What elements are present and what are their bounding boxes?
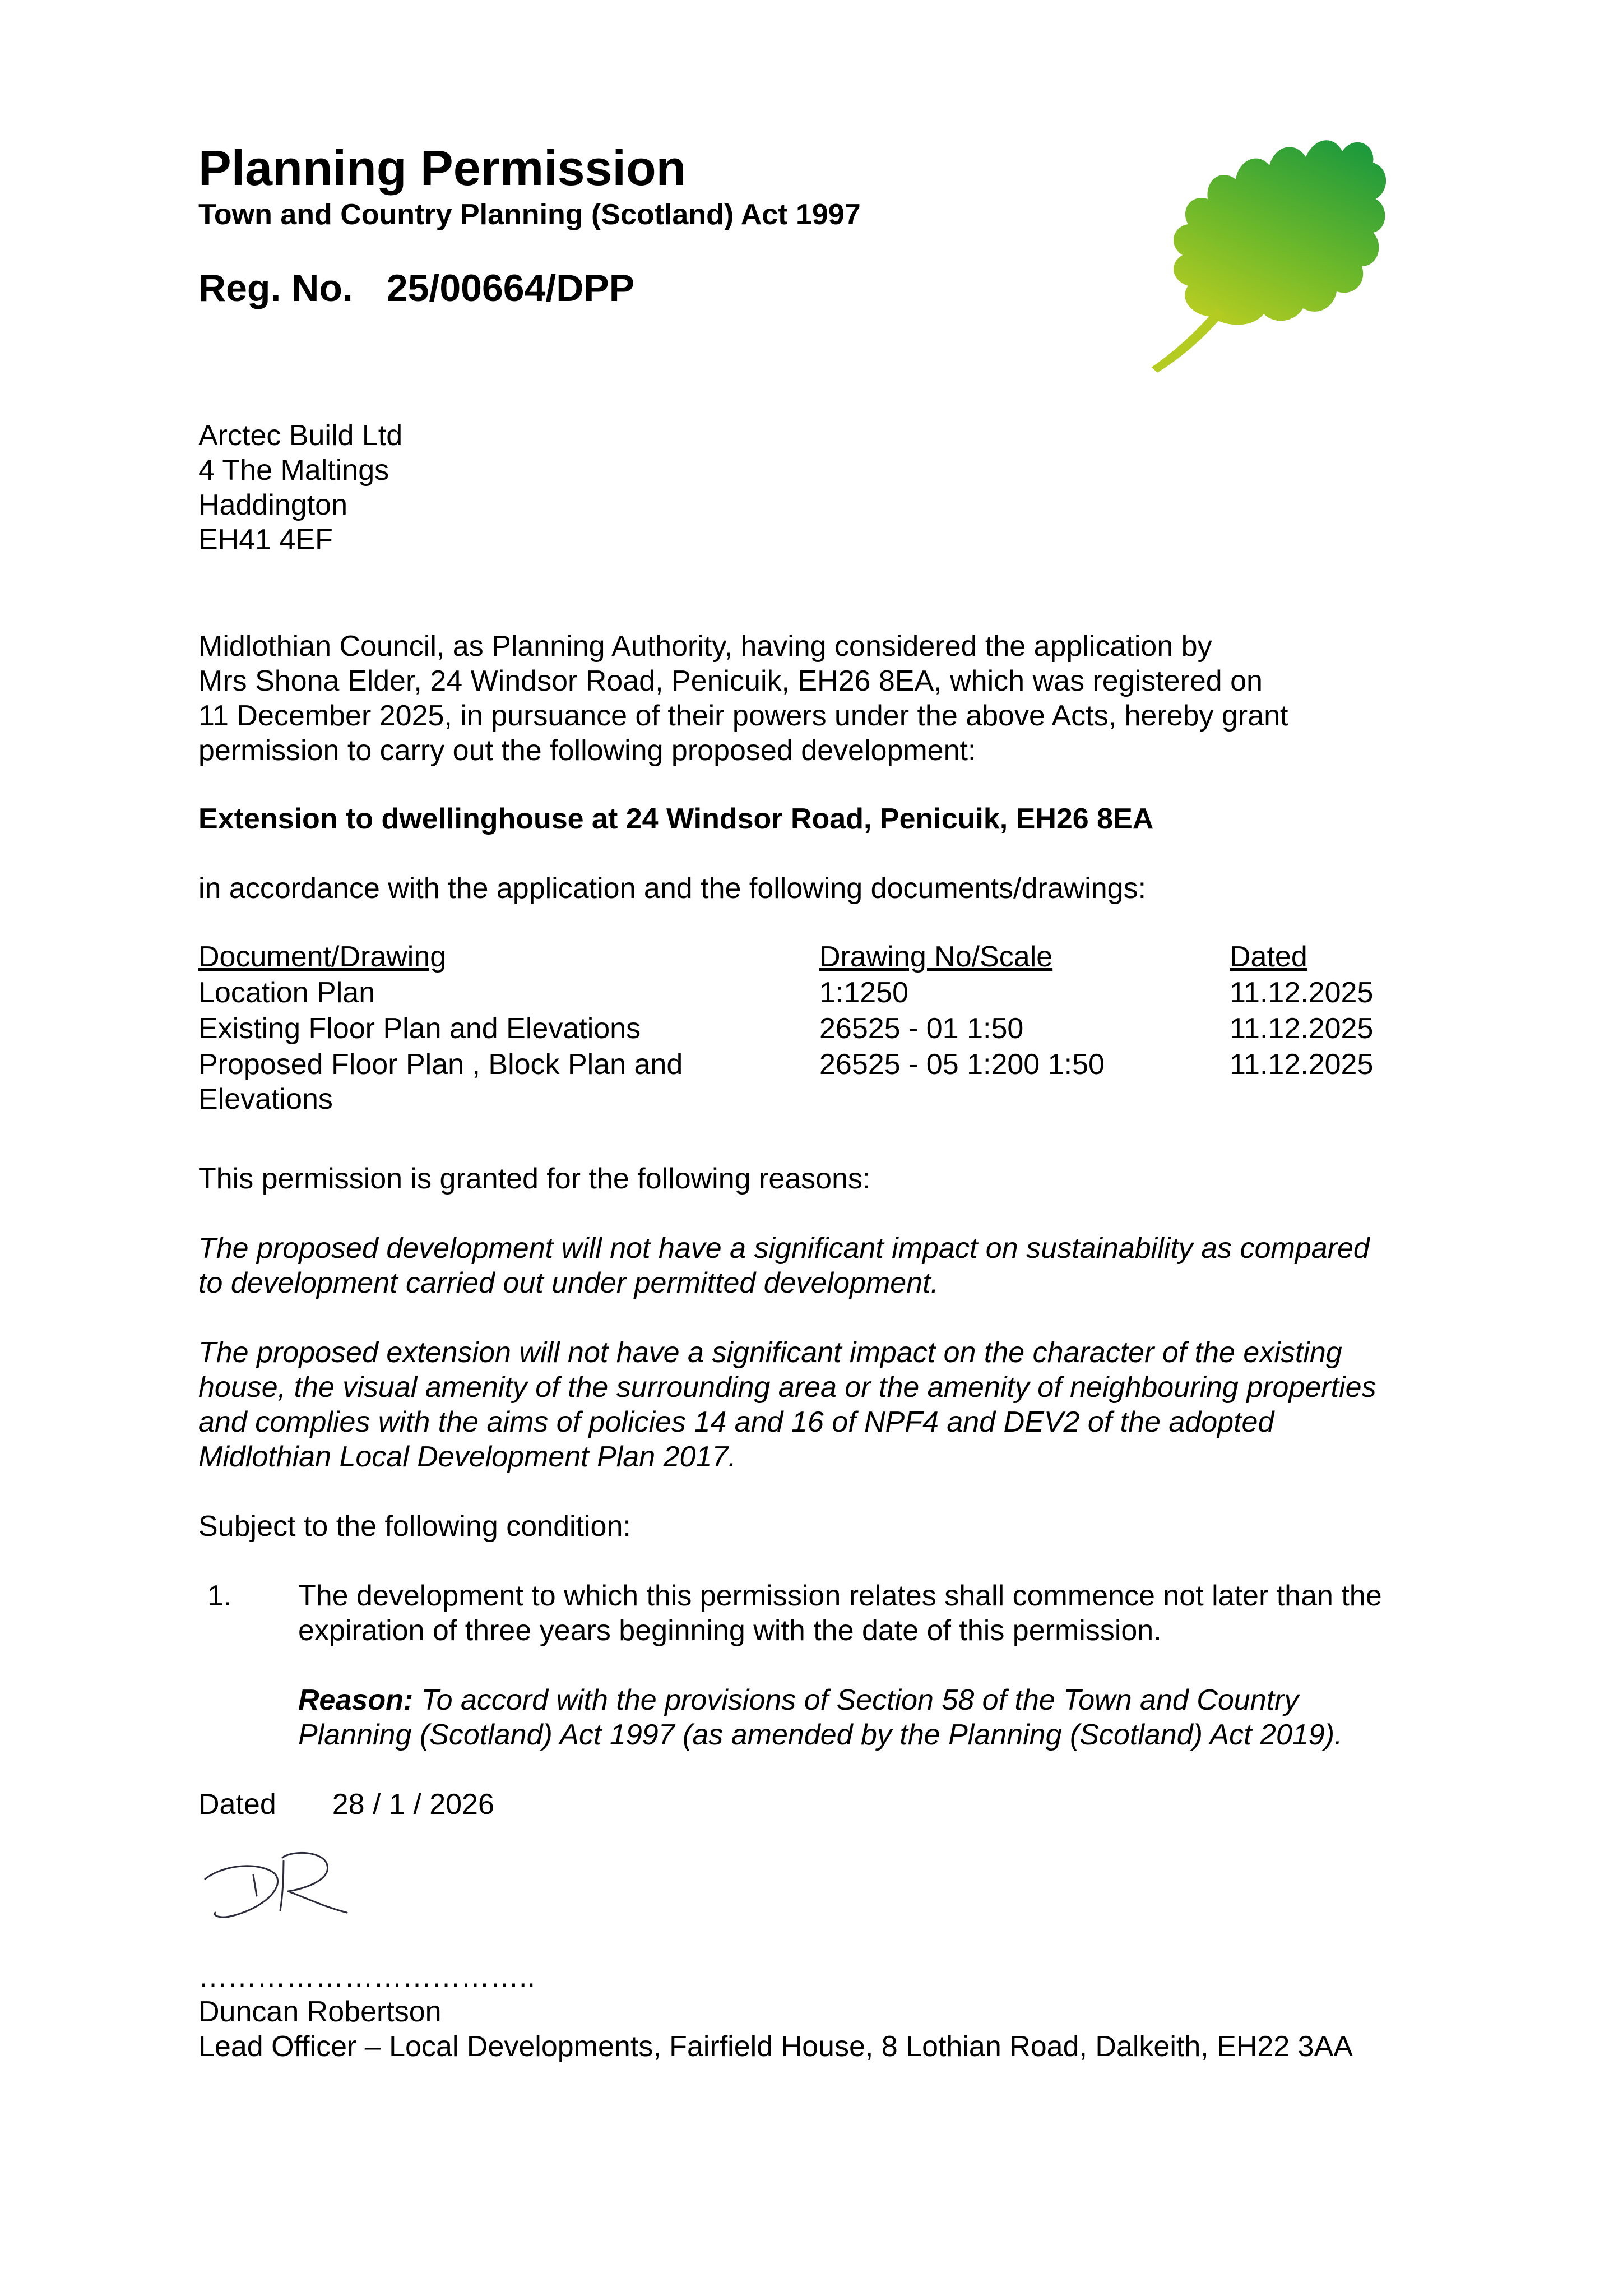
reason-line: The proposed development will not have a significant impact on sustainability as compared: [198, 1232, 1370, 1265]
cell-dated: 11.12.2025: [1230, 1012, 1374, 1045]
cell-document: [198, 1047, 792, 1117]
reason-label: Reason:: [298, 1684, 414, 1716]
reason-line: Midlothian Local Development Plan 2017.: [198, 1441, 736, 1473]
reasons-heading: This permission is granted for the following reasons:: [198, 1163, 871, 1195]
header-scale: Drawing No/Scale: [819, 941, 1053, 973]
cell-document: Existing Floor Plan and Elevations: [198, 1012, 641, 1045]
reason-paragraph: [198, 1231, 1370, 1300]
reason-line: The proposed extension will not have a significant impact on the character of the existing: [198, 1336, 1342, 1369]
reason-paragraph: [198, 1335, 1376, 1474]
documents-table: [198, 939, 1431, 1117]
signature-image: [198, 1844, 367, 1928]
cell-document-line: Elevations: [198, 1083, 333, 1115]
oak-leaf-icon: [1126, 118, 1407, 381]
cell-document: Location Plan: [198, 976, 375, 1009]
condition-line: expiration of three years beginning with the date of this permission.: [298, 1614, 1162, 1647]
accordance-statement: in accordance with the application and the following documents/drawings:: [198, 872, 1147, 905]
cell-dated: 11.12.2025: [1230, 1048, 1374, 1081]
reason-line: and complies with the aims of policies 14 and 16 of NPF4 and DEV2 of the adopted: [198, 1406, 1274, 1438]
reg-value: 25/00664/DPP: [386, 267, 635, 309]
document-title: Planning Permission: [198, 140, 687, 196]
dated-label: Dated: [198, 1788, 276, 1821]
table-row: [198, 1011, 1431, 1047]
reg-label: Reg. No.: [198, 267, 353, 309]
signatory-role: Lead Officer – Local Developments, Fairfield House, 8 Lothian Road, Dalkeith, EH22 3AA: [198, 2030, 1353, 2063]
condition-text: [298, 1578, 1382, 1648]
recipient-address: [198, 418, 402, 557]
intro-line: permission to carry out the following proposed development:: [198, 734, 976, 767]
reason-text: To accord with the provisions of Section 58 of the Town and Country: [413, 1684, 1299, 1716]
reason-line: to development carried out under permitted development.: [198, 1267, 939, 1299]
dated-line: [198, 1787, 494, 1822]
intro-line: 11 December 2025, in pursuance of their powers under the above Acts, hereby grant: [198, 700, 1288, 732]
cell-document-line: Proposed Floor Plan , Block Plan and: [198, 1048, 683, 1081]
cell-dated: 11.12.2025: [1230, 976, 1374, 1009]
table-row: [198, 975, 1431, 1011]
table-row: [198, 1047, 1431, 1117]
condition-line: The development to which this permission relates shall commence not later than the: [298, 1580, 1382, 1612]
reason-line: house, the visual amenity of the surrounding area or the amenity of neighbouring properties: [198, 1371, 1376, 1404]
header-dated: Dated: [1230, 941, 1307, 973]
condition-reason-line: Planning (Scotland) Act 1997 (as amended by the Planning (Scotland) Act 2019).: [298, 1719, 1343, 1751]
intro-paragraph: [198, 629, 1431, 768]
dated-value: 28 / 1 / 2026: [332, 1788, 494, 1821]
intro-line: Mrs Shona Elder, 24 Windsor Road, Penicuik, EH26 8EA, which was registered on: [198, 665, 1263, 697]
signature-dots: ……………………………..: [198, 1961, 535, 1993]
cell-scale: 26525 - 01 1:50: [819, 1012, 1024, 1045]
address-line: Haddington: [198, 489, 347, 521]
cell-scale: 1:1250: [819, 976, 909, 1009]
cell-scale: 26525 - 05 1:200 1:50: [819, 1048, 1105, 1081]
condition-number: 1.: [207, 1580, 232, 1612]
condition-reason-line: [298, 1683, 1343, 1718]
act-subtitle: Town and Country Planning (Scotland) Act 1997: [198, 198, 861, 231]
registration-number: [198, 266, 634, 311]
intro-line: Midlothian Council, as Planning Authority, having considered the application by: [198, 630, 1212, 663]
table-header-row: [198, 939, 1431, 975]
address-line: 4 The Maltings: [198, 454, 389, 487]
address-line: EH41 4EF: [198, 524, 333, 556]
development-description: Extension to dwellinghouse at 24 Windsor Road, Penicuik, EH26 8EA: [198, 803, 1154, 835]
signatory-name: Duncan Robertson: [198, 1996, 442, 2028]
header-document: Document/Drawing: [198, 941, 447, 973]
conditions-heading: Subject to the following condition:: [198, 1510, 631, 1543]
condition-reason: [298, 1683, 1343, 1752]
address-line: Arctec Build Ltd: [198, 419, 403, 452]
